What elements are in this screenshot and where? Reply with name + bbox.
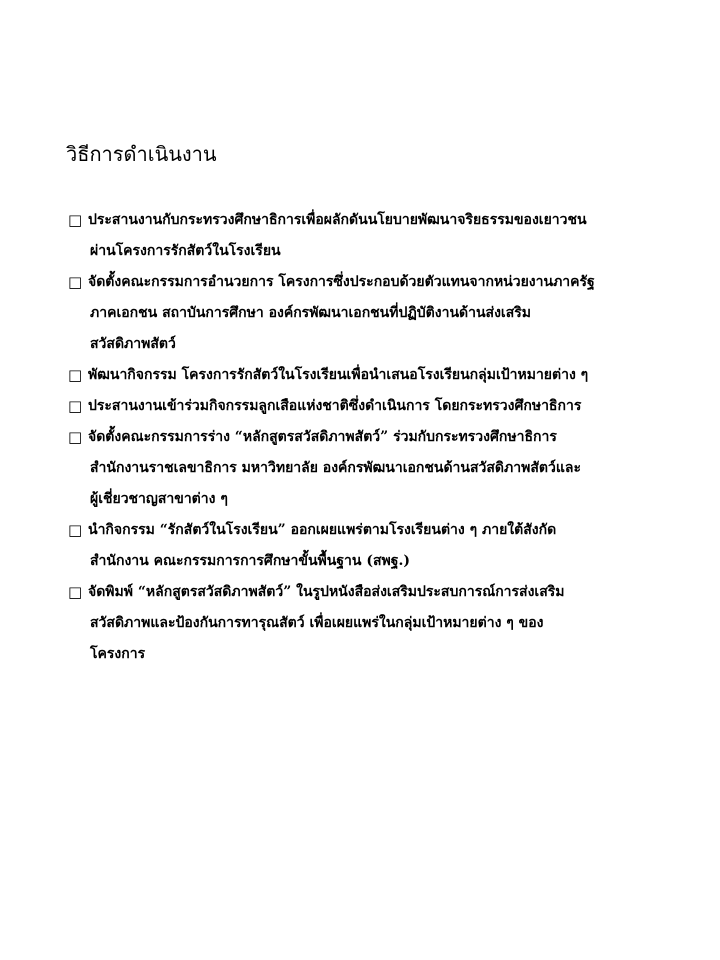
list-item-line: จัดพิมพ์ “หลักสูตรสวัสดิภาพสัตว์” ในรูปหนังสือส่งเสริมประสบการณ์การส่งเสริม [88,584,565,600]
list-item-line: สำนักงาน คณะกรรมการการศึกษาขั้นพื้นฐาน (สพฐ.) [90,553,410,569]
list-item-text [88,267,708,360]
list-item-line: จัดตั้งคณะกรรมการอำนวยการ โครงการซึ่งประกอบด้วยตัวแทนจากหน่วยงานภาครัฐ [88,274,595,290]
list-item [68,391,708,422]
list-item-line: ผู้เชี่ยวชาญสาขาต่าง ๆ [90,491,228,507]
checkbox-bullet-icon: □ [68,397,83,415]
list-item-text [88,577,708,670]
list-item-line: พัฒนากิจกรรม โครงการรักสัตว์ในโรงเรียนเพื่อนำเสนอโรงเรียนกลุ่มเป้าหมายต่าง ๆ [88,367,589,383]
list-item [68,515,708,577]
list-item-line: ภาคเอกชน สถาบันการศึกษา องค์กรพัฒนาเอกชนที่ปฏิบัติงานด้านส่งเสริม [90,305,531,321]
list-item-line: ผ่านโครงการรักสัตว์ในโรงเรียน [90,243,281,259]
list-item [68,267,708,360]
section-heading: วิธีการดำเนินงาน [66,142,217,166]
checkbox-bullet-icon: □ [68,366,83,384]
list-item-line: สำนักงานราชเลขาธิการ มหาวิทยาลัย องค์กรพัฒนาเอกชนด้านสวัสดิภาพสัตว์และ [90,460,581,476]
list-item-text [88,422,708,515]
list-item-line: สวัสดิภาพสัตว์ [90,336,176,352]
checkbox-bullet-icon: □ [68,273,83,291]
list-item-line: นำกิจกรรม “รักสัตว์ในโรงเรียน” ออกเผยแพร่ตามโรงเรียนต่าง ๆ ภายใต้สังกัด [88,522,557,538]
bullet-list [68,205,708,670]
checkbox-bullet-icon: □ [68,521,83,539]
checkbox-bullet-icon: □ [68,211,83,229]
list-item-text [88,205,708,267]
list-item [68,422,708,515]
list-item-line: โครงการ [90,646,146,662]
checkbox-bullet-icon: □ [68,428,83,446]
list-item [68,577,708,670]
list-item-line: ประสานงานเข้าร่วมกิจกรรมลูกเสือแห่งชาติซึ่งดำเนินการ โดยกระทรวงศึกษาธิการ [88,398,582,414]
list-item-line: ประสานงานกับกระทรวงศึกษาธิการเพื่อผลักดันนโยบายพัฒนาจริยธรรมของเยาวชน [88,212,587,228]
list-item [68,205,708,267]
list-item [68,360,708,391]
list-item-text [88,360,708,391]
checkbox-bullet-icon: □ [68,583,83,601]
list-item-text [88,515,708,577]
list-item-line: จัดตั้งคณะกรรมการร่าง “หลักสูตรสวัสดิภาพสัตว์” ร่วมกับกระทรวงศึกษาธิการ [88,429,557,445]
list-item-line: สวัสดิภาพและป้องกันการทารุณสัตว์ เพื่อเผยแพร่ในกลุ่มเป้าหมายต่าง ๆ ของ [90,615,544,631]
list-item-text [88,391,708,422]
